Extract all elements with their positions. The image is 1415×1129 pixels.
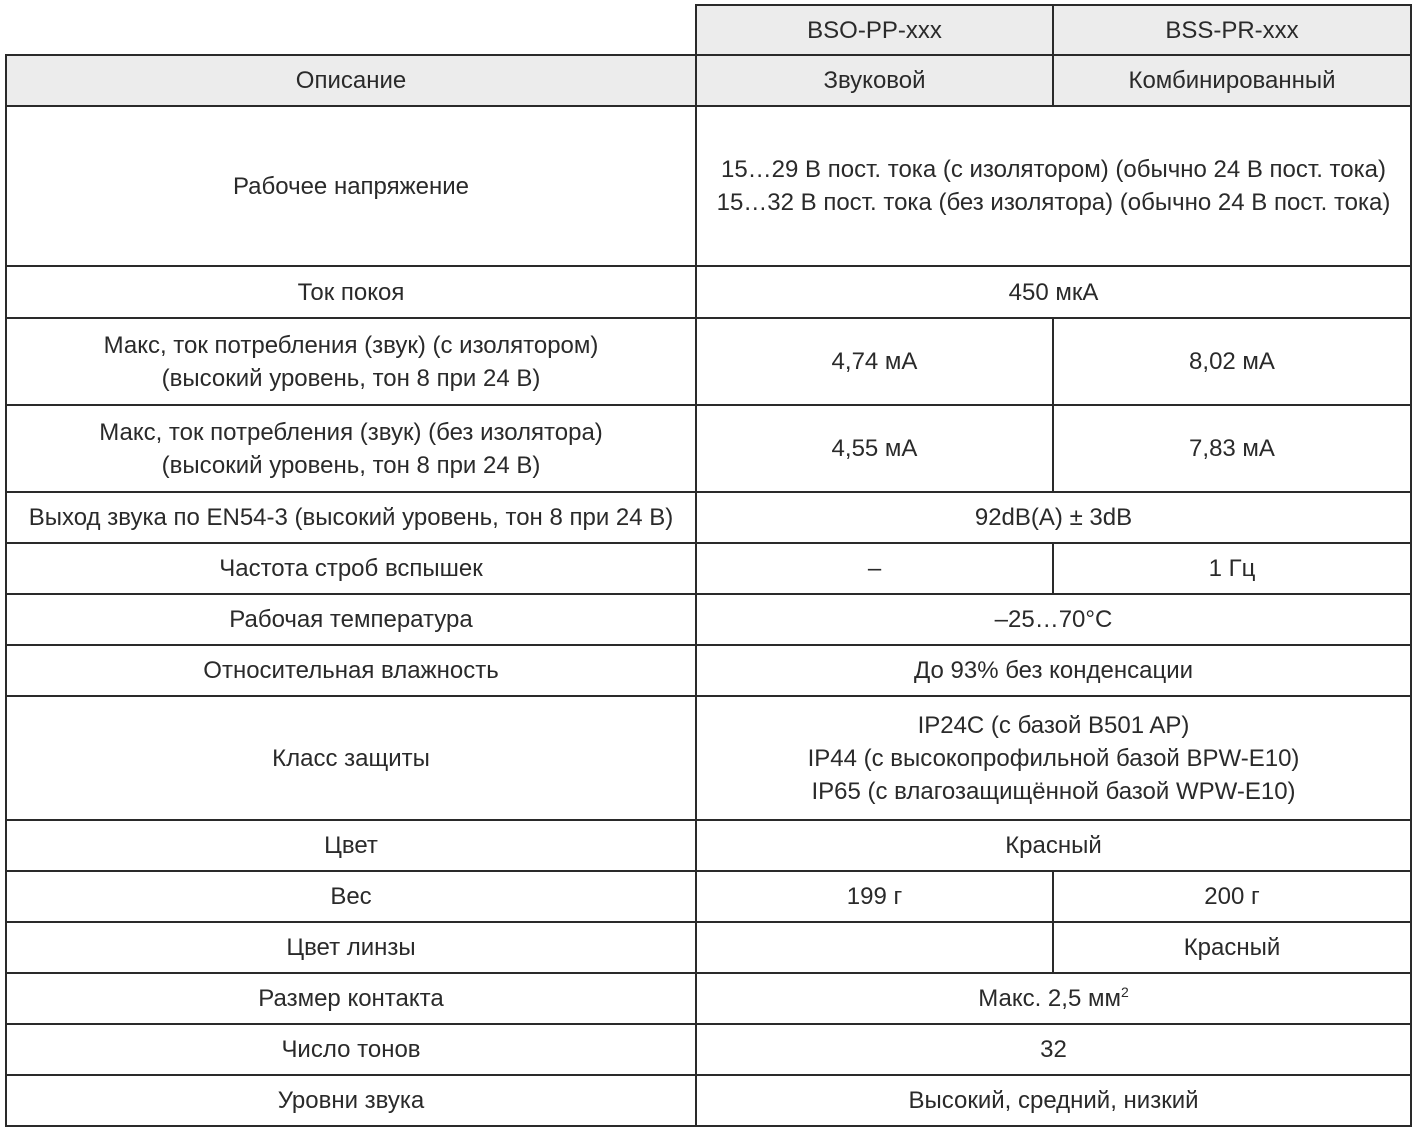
levels-label: Уровни звука xyxy=(6,1075,696,1126)
max-current-noiso-label-line-2: (высокий уровень, тон 8 при 24 В) xyxy=(161,451,541,479)
table-row xyxy=(6,645,1411,696)
max-current-iso-label-line-2: (высокий уровень, тон 8 при 24 В) xyxy=(161,364,541,392)
protection-line-1: IP24C (с базой B501 AP) xyxy=(917,711,1190,739)
strobe-label: Частота строб вспышек xyxy=(6,543,696,594)
weight-label: Вес xyxy=(6,871,696,922)
protection-line-2: IP44 (с высокопрофильной базой BPW-E10) xyxy=(807,744,1300,772)
weight-bso: 199 г xyxy=(696,871,1053,922)
table-row xyxy=(6,405,1411,492)
terminal-label: Размер контакта xyxy=(6,973,696,1024)
table-row xyxy=(6,922,1411,973)
strobe-bso: – xyxy=(696,543,1053,594)
corner-blank-cell xyxy=(6,5,696,55)
quiescent-label: Ток покоя xyxy=(6,266,696,318)
max-current-iso-bso: 4,74 мА xyxy=(696,318,1053,405)
type-bso-header: Звуковой xyxy=(696,55,1053,106)
quiescent-value: 450 мкА xyxy=(696,266,1411,318)
table-row xyxy=(6,106,1411,266)
voltage-line-2: 15…32 В пост. тока (без изолятора) (обычно 24 В пост. тока) xyxy=(716,189,1391,216)
model-header-row xyxy=(6,5,1411,55)
voltage-line-1: 15…29 В пост. тока (с изолятором) (обычно 24 В пост. тока) xyxy=(720,156,1386,183)
terminal-value xyxy=(696,973,1411,1024)
levels-value: Высокий, средний, низкий xyxy=(696,1075,1411,1126)
max-current-noiso-label-line-1: Макс, ток потребления (звук) (без изолятора) xyxy=(99,418,603,446)
protection-label: Класс защиты xyxy=(6,696,696,820)
humidity-value: До 93% без конденсации xyxy=(696,645,1411,696)
table-row xyxy=(6,696,1411,820)
table-row xyxy=(6,594,1411,645)
temperature-label: Рабочая температура xyxy=(6,594,696,645)
humidity-label: Относительная влажность xyxy=(6,645,696,696)
color-value: Красный xyxy=(696,820,1411,871)
protection-value xyxy=(696,696,1411,820)
table-row xyxy=(6,871,1411,922)
spec-table xyxy=(5,4,1412,1127)
max-current-noiso-bso: 4,55 мА xyxy=(696,405,1053,492)
terminal-value-text: Макс. 2,5 мм xyxy=(978,985,1121,1012)
terminal-superscript: 2 xyxy=(1120,984,1129,1000)
sound-output-value: 92dB(A) ± 3dB xyxy=(696,492,1411,543)
strobe-bss: 1 Гц xyxy=(1053,543,1411,594)
table-row xyxy=(6,1075,1411,1126)
lens-bso xyxy=(696,922,1053,973)
type-header-row xyxy=(6,55,1411,106)
color-label: Цвет xyxy=(6,820,696,871)
table-row xyxy=(6,820,1411,871)
max-current-noiso-bss: 7,83 мА xyxy=(1053,405,1411,492)
lens-label: Цвет линзы xyxy=(6,922,696,973)
max-current-iso-label xyxy=(6,318,696,405)
tones-value: 32 xyxy=(696,1024,1411,1075)
max-current-iso-label-line-1: Макс, ток потребления (звук) (с изолятором) xyxy=(103,331,599,359)
table-row xyxy=(6,1024,1411,1075)
lens-bss: Красный xyxy=(1053,922,1411,973)
weight-bss: 200 г xyxy=(1053,871,1411,922)
table-row xyxy=(6,973,1411,1024)
max-current-iso-bss: 8,02 мА xyxy=(1053,318,1411,405)
table-row xyxy=(6,492,1411,543)
table-row xyxy=(6,266,1411,318)
model-bss-header: BSS-PR-xxx xyxy=(1053,5,1411,55)
protection-line-3: IP65 (с влагозащищённой базой WPW-E10) xyxy=(811,777,1296,805)
voltage-label: Рабочее напряжение xyxy=(6,106,696,266)
table-row xyxy=(6,318,1411,405)
tones-label: Число тонов xyxy=(6,1024,696,1075)
model-bso-header: BSO-PP-xxx xyxy=(696,5,1053,55)
type-bss-header: Комбинированный xyxy=(1053,55,1411,106)
max-current-noiso-label xyxy=(6,405,696,492)
sound-output-label: Выход звука по EN54-3 (высокий уровень, тон 8 при 24 В) xyxy=(6,492,696,543)
table-row xyxy=(6,543,1411,594)
description-header: Описание xyxy=(6,55,696,106)
voltage-value xyxy=(696,106,1411,266)
temperature-value: –25…70°C xyxy=(696,594,1411,645)
